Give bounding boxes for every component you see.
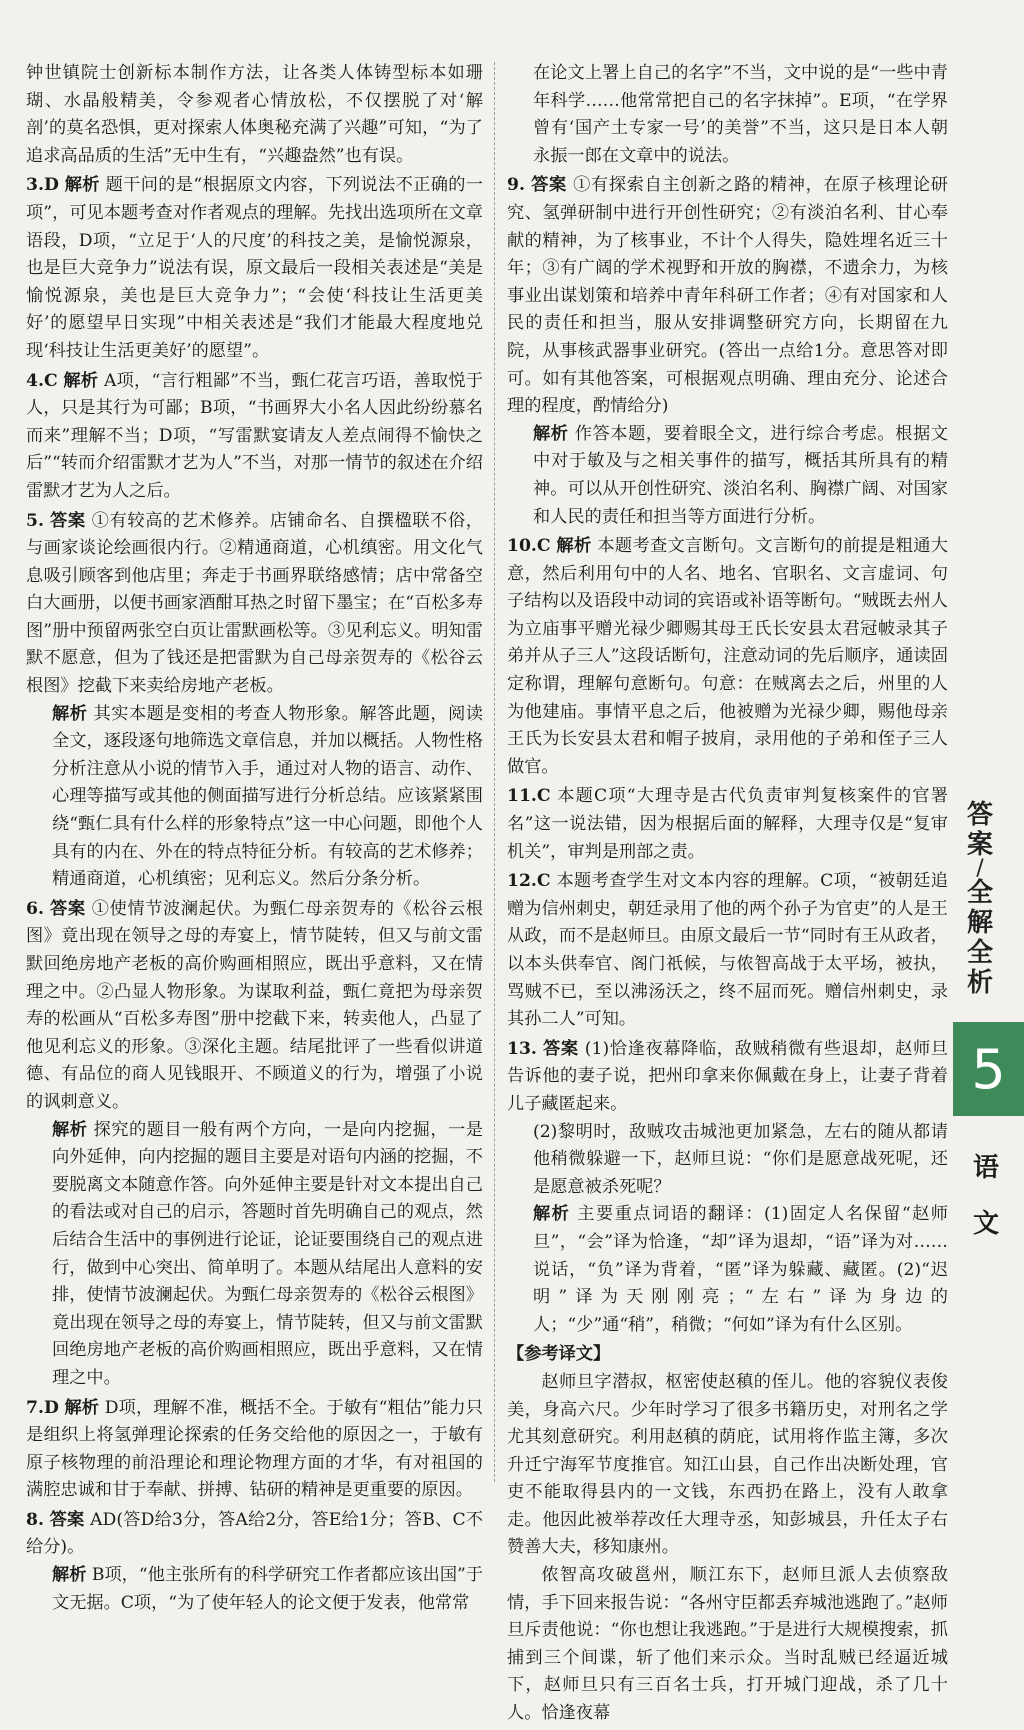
- question-7: [26, 1395, 483, 1505]
- question-number: 8.: [26, 1509, 44, 1530]
- question-number: 5.: [26, 510, 44, 531]
- analysis-text: D项，理解不准，概括不全。于敏有“粗估”能力只是组织上将氢弹理论探索的任务交给他的原因之一，于敏有原子核物理的前沿理论和理论物理方面的才华，有对祖国的满腔忠诚和甘于奉献、拼搏、钻研的精神是更重要的原因。: [26, 1397, 483, 1501]
- analysis-text: 其实本题是变相的考查人物形象。解答此题，阅读全文，逐段逐句地筛选文章信息，并加以概括。人物性格分析注意从小说的情节入手，通过对人物的语言、动作、心理等描写或其他的侧面描写进行分析总结。应该紧紧围绕“甄仁具有什么样的形象特点”这一中心问题，即他个人具有的内在、外在的特点特征分析。有较高的艺术修养；精通商道，心机缜密；见利忘义。然后分条分析。: [52, 703, 483, 890]
- translation-header: 【参考译文】: [507, 1344, 611, 1365]
- answer-text: ①使情节波澜起伏。为甄仁母亲贺寿的《松谷云根图》竟出现在领导之母的寿宴上，情节陡转，但又与前文雷默回绝房地产老板的高价购画相照应，既出乎意料，又在情理之中。②凸显人物形象。为谋取利益，甄仁竟把为母亲贺寿的松画从“百松多寿图”册中挖截下来，转卖他人，凸显了他见利忘义的形象。③深化主题。结尾批评了一些看似讲道德、有品位的商人见钱眼开、不顾道义的行为，增强了小说的讽刺意义。: [26, 898, 483, 1112]
- analysis-label: 解析: [533, 423, 569, 444]
- question-6: [26, 896, 483, 1393]
- question-10: [507, 533, 948, 781]
- question-8-continued: 在论文上署上自己的名字”不当，文中说的是“一些中青年科学……他常常把自己的名字抹掉”。E项，“在学界曾有‘国产土专家一号’的美誉”不当，这只是日本人朝永振一郎在文章中的说法。: [533, 63, 948, 166]
- answer-text: AD(答D给3分，答A给2分，答E给1分；答B、C不给分)。: [26, 1509, 483, 1558]
- page-number-tab: [953, 1022, 1024, 1116]
- column-divider: [494, 62, 495, 1482]
- question-number: 11.C: [507, 786, 551, 807]
- brand-slash: /: [976, 856, 984, 881]
- analysis-text: 本题考查文言断句。文言断句的前提是粗通大意，然后利用句中的人名、地名、官职名、文言虚词、句子结构以及语段中动词的宾语或补语等断句。“贼既去州人为立庙事平赠光禄少卿赐其母王氏长安县太君冠帔录其子弟并从子三人”这段话断句，注意动词的先后顺序，通读固定称谓，理解句意断句。句意：在贼离去之后，州里的人为他建庙。事情平息之后，他被赠为光禄少卿，赐他母亲王氏为长安县太君和帽子披肩，录用他的子弟和侄子三人做官。: [507, 536, 948, 777]
- page-number: 5: [971, 1037, 1006, 1101]
- question-number: 13.: [507, 1038, 537, 1059]
- reference-translation: [507, 1341, 948, 1727]
- analysis-text: 本题考查学生对文本内容的理解。C项，“被朝廷追赠为信州刺史，朝廷录用了他的两个孙子为官吏”的人是王从政，而不是赵师旦。由原文最后一节“同时有王从政者，以本头供奉官、阁门祇候，与侬智高战于太平场，被执，骂贼不已，至以沸汤沃之，终不屈而死。赠信州刺史，录其孙二人”可知。: [507, 871, 948, 1030]
- analysis-text: 题干问的是“根据原文内容，下列说法不正确的一项”，可见本题考查对作者观点的理解。先找出选项所在文章语段，D项，“立足于‘人的尺度’的科技之美，是愉悦源泉，也是巨大竞争力”说法有误，原文最后一段相关表述是“美是愉悦源泉，美也是巨大竞争力”；“会使‘科技让生活更美好’的愿望早日实现”中相关表述是“我们才能最大程度地兑现‘科技让生活更美好’的愿望”。: [26, 175, 483, 361]
- analysis-text: 作答本题，要着眼全文，进行综合考虑。根据文中对于敏及与之相关事件的描写，概括其所具有的精神。可以从开创性研究、淡泊名利、胸襟广阔、对国家和人民的责任和担当等方面进行分析。: [533, 423, 948, 527]
- translation-paragraph: 赵师旦字潜叔，枢密使赵稹的侄儿。他的容貌仪表俊美，身高六尺。少年时学习了很多书籍历史，对刑名之学尤其刻意研究。利用赵稹的荫庇，试用将作监主簿，多次升迁宁海军节度推官。知江山县，自己作出决断处理，官吏不能取得县内的一文钱，东西扔在路上，没有人敢拿走。他因此被举荐改任大理寺丞，知彭城县，升任太子右赞善大夫，移知康州。: [507, 1371, 948, 1558]
- question-number: 10.C: [507, 536, 551, 557]
- answer-label: 答案: [50, 510, 86, 531]
- analysis-label: 解析: [533, 1204, 571, 1225]
- question-12: [507, 868, 948, 1034]
- analysis-label: 解析: [52, 1119, 88, 1140]
- question-4: [26, 368, 483, 506]
- analysis-label: 解析: [52, 703, 88, 724]
- analysis-text: 本题C项“大理寺是古代负责审判复核案件的官署名”这一说法错，因为根据后面的解释，大理寺仅是“复审机关”，审判是刑部之责。: [507, 786, 948, 862]
- left-column: [26, 60, 483, 1619]
- brand-top: 答案: [966, 800, 993, 860]
- translation-paragraph: 侬智高攻破邕州，顺江东下，赵师旦派人去侦察敌情，手下回来报告说：“各州守臣都丢弃城池逃跑了。”赵师旦斥责他说：“你也想让我逃跑。”于是进行大规模搜索，抓捕到三个间谍，斩了他们来示众。当时乱贼已经逼近城下，赵师旦只有三百名士兵，打开城门迎战，杀了几十人。恰逢夜幕: [507, 1565, 948, 1724]
- answer-label: 答案: [50, 898, 86, 919]
- analysis-label: 解析: [556, 536, 592, 557]
- analysis-text: 探究的题目一般有两个方向，一是向内挖掘，一是向外延伸，向内挖掘的题目主要是对语句内涵的挖掘，不要脱离文本随意作答。向外延伸主要是针对文本提出自己的看法或对自己的启示，答题时首先明确自己的观点，然后结合生活中的事例进行论证，论证要围绕自己的观点进行，做到中心突出、简单明了。本题从结尾出人意料的安排，使情节波澜起伏。为甄仁母亲贺寿的《松谷云根图》竟出现在领导之母的寿宴上，情节陡转，但又与前文雷默回绝房地产老板的高价购画相照应，既出乎意料，又在情理之中。: [52, 1119, 483, 1388]
- subject-label: 语文: [972, 1153, 999, 1239]
- question-13: [507, 1036, 948, 1340]
- answer-label: 答案: [543, 1038, 579, 1059]
- answer-label: 答案: [531, 175, 567, 196]
- brand-label: [960, 800, 1000, 998]
- question-3: [26, 172, 483, 365]
- question-9: [507, 172, 948, 531]
- intro-paragraph: 钟世镇院士创新标本制作方法，让各类人体铸型标本如珊瑚、水晶般精美，令参观者心情放松，不仅摆脱了对‘解剖’的莫名恐惧，更对探索人体奥秘充满了兴趣”可知，“为了追求高品质的生活”无中生有，“兴趣盎然”也有误。: [26, 63, 483, 166]
- answer-text-1: (1)恰逢夜幕降临，敌贼稍微有些退却，赵师旦告诉他的妻子说，把州印拿来你佩戴在身上，让妻子背着儿子藏匿起来。: [507, 1038, 948, 1114]
- analysis-label: 解析: [64, 1397, 100, 1418]
- answer-text: ①有较高的艺术修养。店铺命名、自撰楹联不俗，与画家谈论绘画很内行。②精通商道，心机缜密。用文化气息吸引顾客到他店里；奔走于书画界联络感情；店中常备空白大画册，以便书画家酒酣耳热之时留下墨宝；在“百松多寿图”册中预留两张空白页让雷默画松等。③见利忘义。明知雷默不愿意，但为了钱还是把雷默为自己母亲贺寿的《松谷云根图》挖截下来卖给房地产老板。: [26, 510, 483, 697]
- analysis-label: 解析: [64, 175, 100, 196]
- question-number: 6.: [26, 898, 44, 919]
- question-5: [26, 508, 483, 894]
- right-column: [507, 60, 948, 1730]
- analysis-text: 主要重点词语的翻译：(1)固定人名保留“赵师旦”，“会”译为恰逢，“却”译为退却，“语”译为对……说话，“负”译为背着，“匿”译为躲藏、藏匿。(2)“迟明”译为天刚刚亮；“左右”译为身边的人；“少”通“稍”，稍微；“何如”译为有什么区别。: [533, 1204, 948, 1335]
- analysis-label: 解析: [52, 1565, 87, 1586]
- question-number: 3.D: [26, 175, 59, 196]
- question-number: 9.: [507, 175, 525, 196]
- brand-bottom: 全解全析: [966, 878, 993, 998]
- answer-text-2: (2)黎明时，敌贼攻击城池更加紧急，左右的随从都请他稍微躲避一下，赵师旦说：“你们是愿意战死呢，还是愿意被杀死呢？: [533, 1121, 948, 1197]
- question-11: [507, 783, 948, 866]
- answer-label: 答案: [49, 1509, 85, 1530]
- analysis-text: A项，“言行粗鄙”不当，甄仁花言巧语，善取悦于人，只是其行为可鄙；B项，“书画界大小名人因此纷纷慕名而来”理解不当；D项，“写雷默宴请友人差点闹得不愉快之后”“转而介绍雷默才艺为人”不当，对那一情节的叙述在介绍雷默才艺为人之后。: [26, 370, 484, 501]
- analysis-text: B项，“他主张所有的科学研究工作者都应该出国”于文无据。C项，“为了使年轻人的论文便于发表，他常常: [52, 1565, 484, 1613]
- answer-text: ①有探索自主创新之路的精神，在原子核理论研究、氢弹研制中进行开创性研究；②有淡泊名利、甘心奉献的精神，为了核事业，不计个人得失，隐姓埋名近三十年；③有广阔的学术视野和开放的胸襟，不遗余力，为核事业出谋划策和培养中青年科研工作者；④有对国家和人民的责任和担当，服从安排调整研究方向，长期留在九院，从事核武器事业研究。(答出一点给1分。意思答对即可。如有其他答案，可根据观点明确、理由充分、论述合理的程度，酌情给分): [507, 175, 948, 417]
- question-number: 4.C: [26, 370, 58, 391]
- question-8: [26, 1507, 483, 1617]
- question-number: 12.C: [507, 871, 551, 892]
- question-number: 7.D: [26, 1397, 59, 1418]
- analysis-label: 解析: [63, 370, 99, 391]
